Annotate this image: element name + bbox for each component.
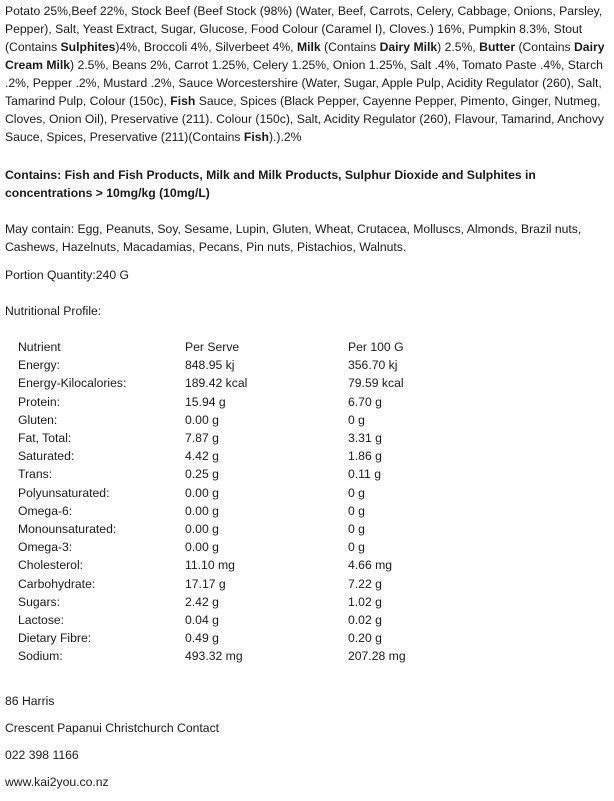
- per-100g-value: 3.31 g: [348, 431, 382, 446]
- per-serve-value: 493.32 mg: [185, 649, 243, 664]
- table-row: [12, 411, 468, 429]
- per-serve-value: 189.42 kcal: [185, 376, 248, 391]
- ingredient-segment: ) 2.5%,: [437, 40, 480, 54]
- nutrient-name: Omega-6:: [18, 503, 73, 518]
- table-row: [12, 593, 468, 611]
- nutrient-name: Energy-Kilocalories:: [18, 376, 127, 391]
- per-serve-value: 848.95 kj: [185, 358, 235, 373]
- ingredient-allergen-bold: Dairy Cream Milk: [5, 40, 605, 72]
- per-100g-value: 0 g: [348, 503, 365, 518]
- ingredient-allergen-bold: Dairy Milk: [379, 40, 438, 54]
- per-serve-value: 0.00 g: [185, 521, 219, 536]
- per-100g-value: 0 g: [348, 540, 365, 555]
- ingredient-segment: )4%, Broccoli 4%, Silverbeet 4%,: [115, 40, 297, 54]
- ingredient-allergen-bold: Fish: [170, 94, 196, 108]
- table-row: [12, 647, 468, 665]
- per-serve-value: 17.17 g: [185, 576, 226, 591]
- per-100g-value: 356.70 kj: [348, 358, 398, 373]
- nutrient-name: Energy:: [18, 358, 61, 373]
- nutrient-name: Fat, Total:: [18, 431, 72, 446]
- per-serve-value: 7.87 g: [185, 431, 219, 446]
- ingredient-segment: ) 2.5%, Beans 2%, Carrot 1.25%, Celery 1.25%, Onion 1.25%, Salt .4%, Tomato Paste .4%, Starch .2%, Pepper .2%, Mustard .2%, Sauce Worcestershire (Water, Sugar, Apple Pulp, Acidity Regulator (260), Salt, Tamarind Pulp, Colour (150c),: [5, 58, 603, 108]
- per-serve-value: 15.94 g: [185, 394, 226, 409]
- portion-quantity: Portion Quantity:240 G: [5, 268, 129, 282]
- nutrient-name: Dietary Fibre:: [18, 631, 92, 646]
- nutrient-name: Cholesterol:: [18, 558, 84, 573]
- nutrient-name: Gluten:: [18, 412, 58, 427]
- phone-number: 022 398 1166: [5, 748, 79, 762]
- nutrient-name: Sodium:: [18, 649, 63, 664]
- table-header-row: [12, 338, 468, 356]
- nutrient-name: Polyunsaturated:: [18, 485, 110, 500]
- nutrient-name: Trans:: [18, 467, 53, 482]
- table-row: [12, 393, 468, 411]
- table-row: [12, 447, 468, 465]
- per-100g-value: 0.20 g: [348, 631, 382, 646]
- allergen-contains: Contains: Fish and Fish Products, Milk and Milk Products, Sulphur Dioxide and Sulphites in concentrations > 10mg/kg (10mg/L): [5, 168, 536, 200]
- per-100g-value: 0.02 g: [348, 612, 382, 627]
- ingredient-segment: Sauce, Spices (Black Pepper, Cayenne Pepper, Pimento, Ginger, Nutmeg, Cloves, Onion Oil), Preservative (211). Colour (150c), Salt, Acidity Regulator (260), Flavour, Tamarind, Anchovy Sauce, Spices, Preservative (211)(Contains: [5, 94, 605, 144]
- per-100g-value: 1.86 g: [348, 449, 382, 464]
- per-serve-value: 11.10 mg: [185, 558, 235, 573]
- nutrient-name: Sugars:: [18, 594, 61, 609]
- nutrient-name: Saturated:: [18, 449, 75, 464]
- per-serve-value: 0.25 g: [185, 467, 219, 482]
- table-row: [12, 629, 468, 647]
- per-serve-value: 4.42 g: [185, 449, 219, 464]
- ingredient-segment: (Contains: [515, 40, 574, 54]
- per-100g-value: 4.66 mg: [348, 558, 393, 573]
- per-100g-value: 6.70 g: [348, 394, 382, 409]
- ingredient-allergen-bold: Fish: [243, 130, 269, 144]
- nutrient-name: Monounsaturated:: [18, 521, 117, 536]
- header-per-100g: Per 100 G: [348, 340, 404, 355]
- table-row: [12, 356, 468, 374]
- table-row: [12, 611, 468, 629]
- header-nutrient: Nutrient: [18, 340, 61, 355]
- table-row: [12, 520, 468, 538]
- ingredient-segment: Potato 25%,Beef 22%, Stock Beef (Beef Stock (98%) (Water, Beef, Carrots, Celery, Cabbage, Onions, Parsley, Pepper), Salt, Yeast Extract, Sugar, Glucose, Food Colour (Caramel I), Cloves.) 16%, Pumpkin 8.3%, Stout (Contains: [5, 4, 603, 54]
- per-100g-value: 207.28 mg: [348, 649, 406, 664]
- per-100g-value: 1.02 g: [348, 594, 382, 609]
- per-100g-value: 7.22 g: [348, 576, 382, 591]
- per-serve-value: 0.00 g: [185, 503, 219, 518]
- table-row: [12, 538, 468, 556]
- ingredient-segment: ).).2%: [268, 130, 302, 144]
- may-contain-text: May contain: Egg, Peanuts, Soy, Sesame, Lupin, Gluten, Wheat, Crutacea, Molluscs, Almonds, Brazil nuts, Cashews, Hazelnuts, Macadamias, Pecans, Pin nuts, Pistachios, Walnuts.: [5, 222, 582, 254]
- nutrient-name: Carbohydrate:: [18, 576, 96, 591]
- nutritional-profile-title: Nutritional Profile:: [5, 304, 102, 318]
- website-text: www.kai2you.co.nz: [5, 775, 109, 789]
- header-per-serve: Per Serve: [185, 340, 240, 355]
- per-100g-value: 0 g: [348, 521, 365, 536]
- table-row: [12, 429, 468, 447]
- per-serve-value: 0.00 g: [185, 485, 219, 500]
- table-row: [12, 374, 468, 392]
- per-100g-value: 79.59 kcal: [348, 376, 404, 391]
- nutrient-name: Lactose:: [18, 612, 65, 627]
- ingredient-allergen-bold: Sulphites: [60, 40, 116, 54]
- per-100g-value: 0 g: [348, 485, 365, 500]
- ingredient-allergen-bold: Butter: [479, 40, 516, 54]
- address-line-1: 86 Harris: [5, 694, 55, 708]
- per-serve-value: 0.00 g: [185, 540, 219, 555]
- address-line-2: Crescent Papanui Christchurch Contact: [5, 721, 220, 735]
- nutrient-name: Omega-3:: [18, 540, 73, 555]
- per-serve-value: 0.49 g: [185, 631, 219, 646]
- table-row: [12, 465, 468, 483]
- table-row: [12, 556, 468, 574]
- table-row: [12, 502, 468, 520]
- table-row: [12, 574, 468, 592]
- per-100g-value: 0 g: [348, 412, 365, 427]
- nutrient-name: Protein:: [18, 394, 61, 409]
- per-serve-value: 0.00 g: [185, 412, 219, 427]
- per-serve-value: 0.04 g: [185, 612, 219, 627]
- per-serve-value: 2.42 g: [185, 594, 219, 609]
- per-100g-value: 0.11 g: [348, 467, 381, 482]
- ingredients-text: [5, 2, 609, 146]
- ingredient-segment: (Contains: [320, 40, 380, 54]
- ingredient-allergen-bold: Milk: [296, 40, 321, 54]
- nutrition-table: [12, 338, 468, 665]
- table-row: [12, 484, 468, 502]
